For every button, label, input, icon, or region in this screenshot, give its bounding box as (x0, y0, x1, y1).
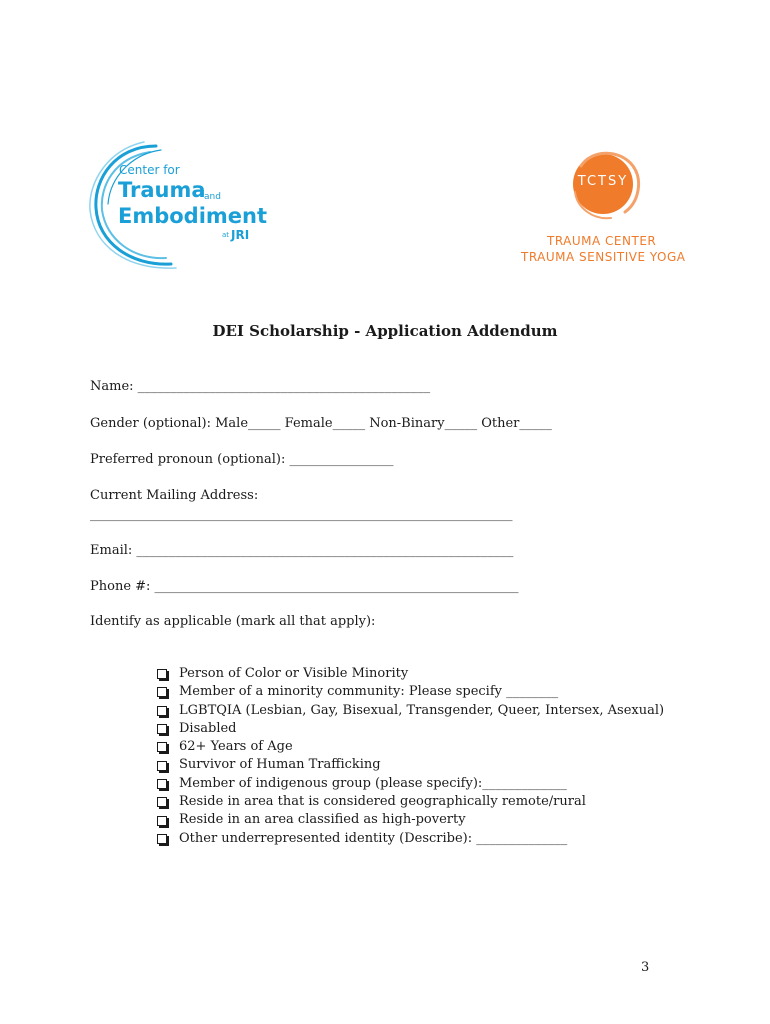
checklist-label: Member of indigenous group (please specify):_____________ (179, 775, 567, 791)
list-item[interactable] (157, 720, 664, 738)
page-number: 3 (641, 960, 650, 975)
gender-field[interactable]: Gender (optional): Male_____ Female_____ Non-Binary_____ Other_____ (90, 416, 552, 431)
name-field[interactable]: Name: _____________________________________________ (90, 379, 431, 394)
identity-checklist (157, 665, 664, 848)
checkbox-icon[interactable] (157, 706, 167, 716)
checkbox-icon[interactable] (157, 816, 167, 826)
checkbox-icon[interactable] (157, 724, 167, 734)
tctsy-logo (515, 140, 705, 270)
list-item[interactable] (157, 756, 664, 774)
identify-label: Identify as applicable (mark all that apply): (90, 614, 376, 629)
logo-text-and: and (204, 192, 221, 202)
phone-field[interactable]: Phone #: ________________________________________________________ (90, 579, 519, 594)
checklist-label: Person of Color or Visible Minority (179, 666, 409, 681)
mailing-address-field[interactable]: _________________________________________________________________ (90, 507, 513, 522)
checkbox-icon[interactable] (157, 797, 167, 807)
list-item[interactable] (157, 793, 664, 811)
pronoun-field[interactable]: Preferred pronoun (optional): ________________ (90, 452, 394, 467)
logo-text-center-for: Center for (119, 163, 180, 177)
logo-text-tctsy: TCTSY (577, 174, 629, 189)
checkbox-icon[interactable] (157, 669, 167, 679)
logo-text-jri: JRI (231, 228, 250, 242)
checklist-label: LGBTQIA (Lesbian, Gay, Bisexual, Transgender, Queer, Intersex, Asexual) (179, 702, 665, 718)
logo-text-trauma: Trauma (118, 178, 206, 202)
checkbox-icon[interactable] (157, 761, 167, 771)
ctfe-logo (86, 138, 268, 272)
list-item[interactable] (157, 665, 664, 683)
list-item[interactable] (157, 811, 664, 829)
logo-text-embodiment: Embodiment (118, 204, 268, 228)
list-item[interactable] (157, 775, 664, 793)
checklist-label: Survivor of Human Trafficking (179, 757, 381, 773)
list-item[interactable] (157, 738, 664, 756)
page-title: DEI Scholarship - Application Addendum (212, 322, 558, 340)
checkbox-icon[interactable] (157, 742, 167, 752)
email-field[interactable]: Email: __________________________________________________________ (90, 543, 514, 558)
mailing-address-label: Current Mailing Address: (90, 488, 259, 503)
list-item[interactable] (157, 683, 664, 701)
list-item[interactable] (157, 830, 664, 848)
checklist-label: Reside in area that is considered geographically remote/rural (179, 794, 586, 810)
checkbox-icon[interactable] (157, 834, 167, 844)
logo-text-trauma-center: TRAUMA CENTER (547, 234, 657, 248)
checklist-label: Member of a minority community: Please specify ________ (179, 684, 559, 700)
list-item[interactable] (157, 702, 664, 720)
checklist-label: 62+ Years of Age (179, 739, 293, 755)
checklist-label: Disabled (179, 720, 237, 736)
checkbox-icon[interactable] (157, 687, 167, 697)
checklist-label: Reside in an area classified as high-poverty (179, 812, 466, 828)
checkbox-icon[interactable] (157, 779, 167, 789)
logo-text-at: at (222, 231, 230, 239)
checklist-label: Other underrepresented identity (Describe): ______________ (179, 830, 568, 846)
logo-text-trauma-sensitive-yoga: TRAUMA SENSITIVE YOGA (521, 250, 686, 264)
